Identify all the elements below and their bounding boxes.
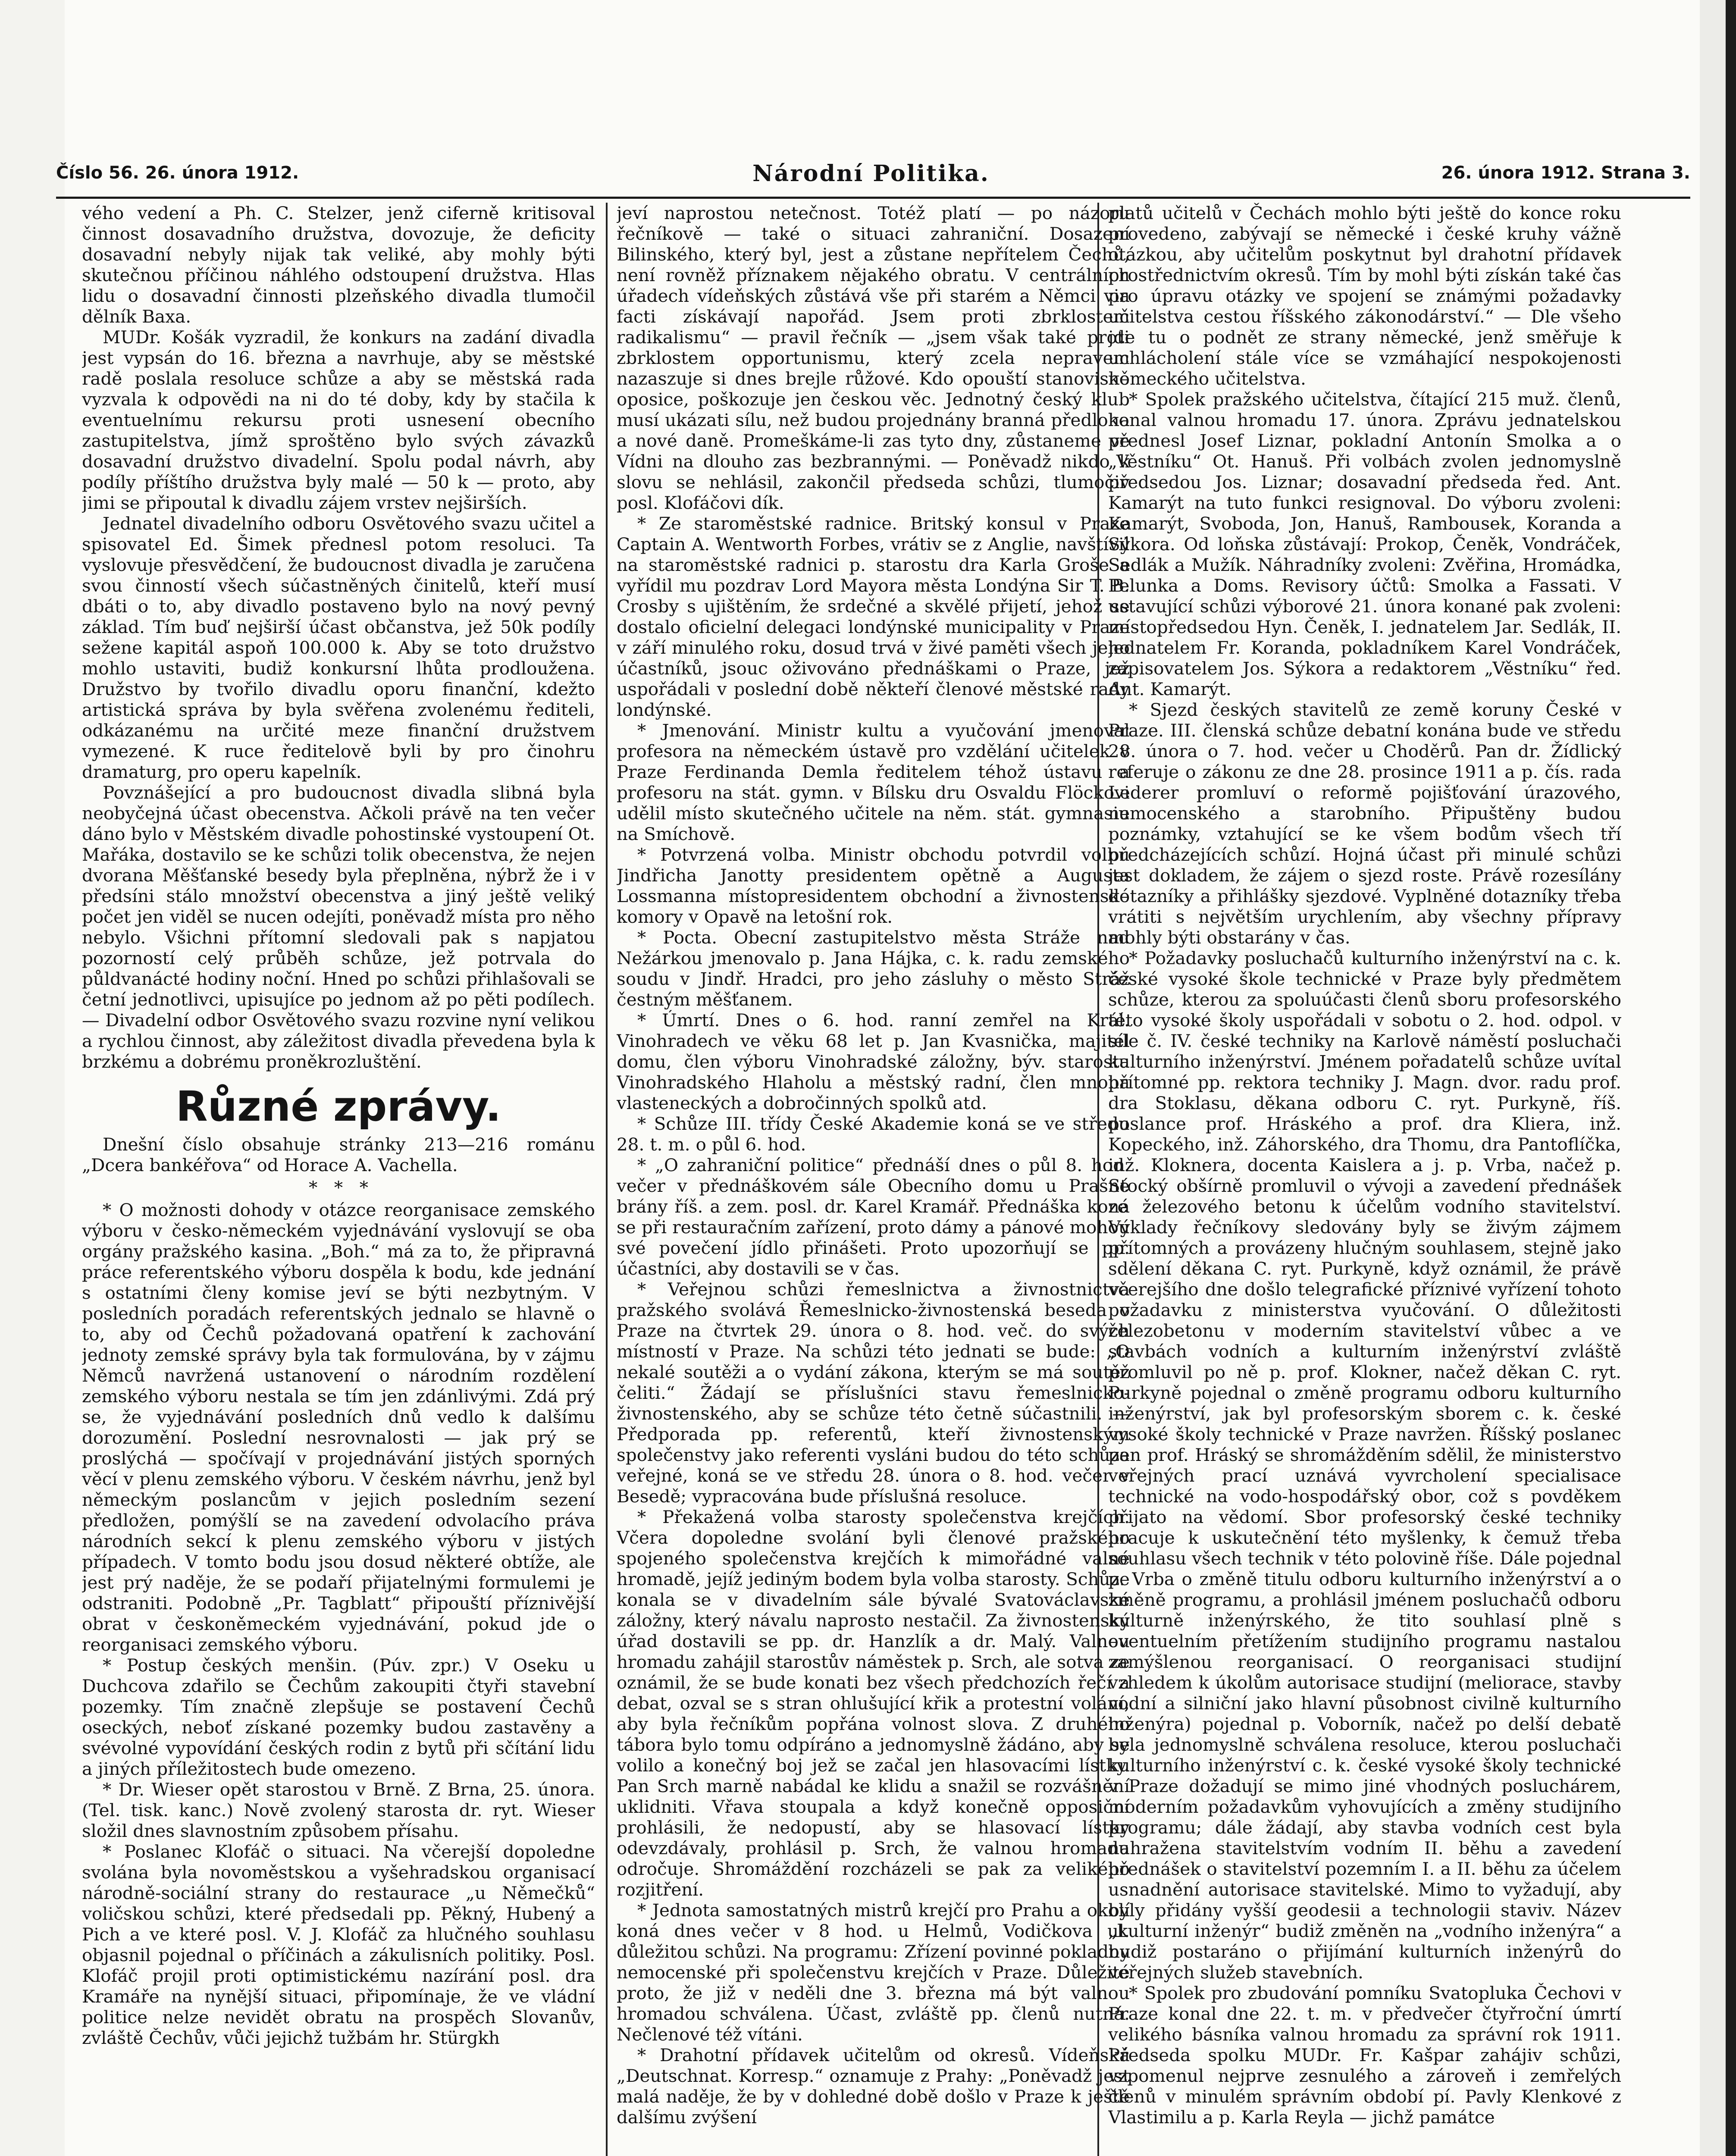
- article-paragraph: vého vedení a Ph. C. Stelzer, jenž ciferně kritisoval činnost dosavadního družstva, dovozuje, že deficity dosavadní nebyly nijak tak veliké, aby mohly býti skutečnou příčinou náhlého odstoupení družstva. Hlas lidu o dosavadní činnosti plzeňského divadla tlumočil dělník Baxa.: [82, 203, 595, 327]
- news-item: * Ze staroměstské radnice. Britský konsul v Praze Captain A. Wentworth Forbes, vrátiv se z Anglie, navštívil na staroměstské radnici p. starostu dra Karla Groše a vyřídil mu pozdrav Lord Mayora města Londýna Sir T. B. Crosby s ujištěním, že srdečné a skvělé přijetí, jehož se dostalo oficielní delegaci londýnské municipality v Praze v září minulého roku, dosud trvá v živé paměti všech jeho účastníků, jsouc oživováno přednáškami o Praze, jež uspořádali v poslední době někteří členové městské rady londýnské.: [617, 513, 1130, 720]
- news-item: * Poslanec Klofáč o situaci. Na včerejší dopoledne svolána byla novoměstskou a vyšehradskou organisací národně-sociální strany do restaurace „u Němečků“ voličskou schůzi, které předsedali pp. Pěkný, Hubený a Pich a ve které posl. V. J. Klofáč za hlučného souhlasu objasnil pojednal o příčinách a zákulisních politiky. Posl. Klofáč projil proti optimistickému nazírání posl. dra Kramáře na nynější situaci, připomínaje, že ve vládní politice nelze nevidět obratu na prospěch Slovanův, zvláště Čechův, vůči jejichž tužbám hr. Stürgkh: [82, 1841, 595, 2048]
- issue-number: Číslo 56. 26. února 1912.: [56, 163, 299, 183]
- newspaper-title: Národní Politika.: [752, 160, 990, 187]
- scan-right-edge: [1726, 0, 1736, 2156]
- column-2: [617, 203, 1130, 2156]
- section-heading: Různé zprávy.: [175, 1082, 501, 1131]
- article-paragraph: Povznášející a pro budoucnost divadla slibná byla neobyčejná účast obecenstva. Ačkoli právě na ten večer dáno bylo v Městském divadle pohostinské vystoupení Ot. Mařáka, dostavilo se ke schůzi tolik obecenstva, že nejen dvorana Měšťanské besedy byla přeplněna, nýbrž že i v předsíni stálo množství obecenstva a jiný ještě veliký počet jen viděl se nucen odejíti, poněvadž místa pro něho nebylo. Všichni přítomní sledovali pak s napjatou pozorností celý průběh schůze, jež potrvala do půldvanácté hodiny noční. Hned po schůzi přihlašovali se četní jednotlivci, upisujíce po jednom až po pěti podílech. — Divadelní odbor Osvětového svazu rozvine nyní velikou a rychlou činnost, aby záležitost divadla převedena byla k brzkému a dobrému proněkrozluštění.: [82, 782, 595, 1072]
- news-item: * Jednota samostatných mistrů krejčí pro Prahu a okolí koná dnes večer v 8 hod. u Helmů, Vodičkova ul. důležitou schůzi. Na programu: Zřízení povinné pokladny nemocenské při společenstvu krejčích v Praze. Důležité proto, že již v neděli dne 3. března má být valnou hromadou schválena. Účast, zvláště pp. členů nutná. Nečlenové též vítáni.: [617, 1900, 1130, 2045]
- article-paragraph: platů učitelů v Čechách mohlo býti ještě do konce roku provedeno, zabývají se německé i české kruhy vážně otázkou, aby učitelům poskytnut byl drahotní přídavek prostřednictvím okresů. Tím by mohl býti získán také čas pro úpravu otázky ve spojení se známými požadavky učitelstva cestou říšského zákonodárství.“ — Dle všeho jde tu o podnět ze strany německé, jenž směřuje k uchlácholení stále více se vzmáhající nespokojenosti německého učitelstva.: [1108, 203, 1621, 389]
- scan-right-margin: [1700, 0, 1726, 2156]
- news-item: * O možnosti dohody v otázce reorganisace zemského výboru v česko-německém vyjednávání vyslovují se oba orgány pražského kasina. „Boh.“ má za to, že připravná práce referentského výboru dospěla k bodu, kde jednání s ostatními členy komise jeví se býti nezbytným. V posledních poradách referentských jednalo se hlavně o to, aby od Čechů požadovaná opatření k zachování jednoty zemské správy byla tak formulována, by v zájmu Němců navržená ustanovení o národním rozdělení zemského výboru nestala se tím jen zdánlivými. Zdá prý se, že vyjednávání posledních dnů vedlo k dalšímu dorozumění. Poslední nesrovnalosti — jak prý se proslýchá — spočívají v projednávání jistých sporných věcí v plenu zemského výboru. V českém návrhu, jenž byl německým poslancům v jejich posledním sezení předložen, pomýšlí se na zavedení odvolacího práva národních sekcí k plenu zemského výboru v jistých případech. V tomto bodu jsou dosud některé obtíže, ale jest prý naděje, že se podaří přijatelnými formulemi je odstraniti. Podobně „Pr. Tagblatt“ připouští příznivější obrat v českoněmeckém vyjednávání, pokud jde o reorganisaci zemského výboru.: [82, 1200, 595, 1655]
- news-item: * Schůze III. třídy České Akademie koná se ve středu 28. t. m. o půl 6. hod.: [617, 1113, 1130, 1155]
- column-1: [82, 203, 595, 2156]
- news-item: * Potvrzená volba. Ministr obchodu potvrdil volbu Jindřicha Janotty presidentem opětně a Augusta Lossmanna místopresidentem obchodní a živnostenské komory v Opavě na letošní rok.: [617, 844, 1130, 927]
- news-item: * Veřejnou schůzi řemeslnictva a živnostnictva pražského svolává Řemeslnicko-živnostenská beseda v Praze na čtvrtek 29. února o 8. hod. več. do svých místností v Praze. Na schůzi této jednati se bude: „O nekalé soutěži a o vydání zákona, kterým se má soutěž čeliti.“ Žádají se příslušníci stavu řemeslnicko-živnostenského, aby se schůze této četně súčastnili. — Předporada pp. referentů, kteří živnostenským společenstvy jako referenti vysláni budou do této schůze veřejné, koná se ve středu 28. února o 8. hod. večer v Besedě; vypracována bude příslušná resoluce.: [617, 1279, 1130, 1507]
- news-item: * Dr. Wieser opět starostou v Brně. Z Brna, 25. února. (Tel. tisk. kanc.) Nově zvolený starosta dr. ryt. Wieser složil dnes slavnostním způsobem přísahu.: [82, 1779, 595, 1841]
- separator-stars: * * *: [309, 1177, 368, 1198]
- news-item: * Překažená volba starosty společenstva krejčích. Včera dopoledne svolání byli členové pražského spojeného společenstva krejčích k mimořádné valné hromadě, jejíž jediným bodem byla volba starosty. Schůze konala se v divadelním sále bývalé Svatováclavské záložny, který návalu naprosto nestačil. Za živnostenský úřad dostavili se pp. dr. Hanzlík a dr. Malý. Valnou hromadu zahájil starostův náměstek p. Srch, ale sotva ze oznámil, že se bude konati bez všech předchozích řečí a debat, ozval se s stran ohlušující křik a protestní volání, aby byla řečníkům popřána volnost slova. Z druhého tábora bylo tomu odpíráno a jednomyslně žádáno, aby se volilo a konečný boj jež se začal jen hlasovacími lístky. Pan Srch marně nabádal ke klidu a snažil se rozvášnění uklidniti. Vřava stoupala a když konečně opposiční prohlásili, že nedopustí, aby se hlasovací lístky odevzdávaly, prohlásil p. Srch, že valnou hromadu odročuje. Shromáždění rozcházeli se pak za velikého rozjitření.: [617, 1507, 1130, 1900]
- news-item: * Drahotní přídavek učitelům od okresů. Vídeňská „Deutschnat. Korresp.“ oznamuje z Prahy: „Poněvadž jest malá naděje, že by v dohledné době došlo v Praze k ještě dalšímu zvýšení: [617, 2045, 1130, 2128]
- news-item: * Pocta. Obecní zastupitelstvo města Stráže nad Nežárkou jmenovalo p. Jana Hájka, c. k. radu zemského soudu v Jindř. Hradci, pro jeho zásluhy o město Stráž čestným měšťanem.: [617, 927, 1130, 1010]
- news-item: * Jmenování. Ministr kultu a vyučování jmenoval profesora na německém ústavě pro vzdělání učitelek v Praze Ferdinanda Demla ředitelem téhož ústavu a profesoru na stát. gymn. v Bílsku dru Osvaldu Flöckovi udělil místo skutečného učitele na něm. stát. gymnasiu na Smíchově.: [617, 720, 1130, 844]
- date-and-page: 26. února 1912. Strana 3.: [1441, 163, 1690, 183]
- news-item: * Požadavky posluchačů kulturního inženýrství na c. k. české vysoké škole technické v Praze byly předmětem schůze, kterou za spoluúčasti členů sboru profesorského této vysoké školy uspořádali v sobotu o 2. hod. odpol. v síle č. IV. české techniky na Karlově náměstí posluchači kulturního inženýrství. Jménem pořadatelů schůze uvítal přítomné pp. rektora techniky J. Magn. dvor. radu prof. dra Stoklasu, děkana odboru C. ryt. Purkyně, říš. poslance prof. Hráského a prof. dra Kliera, inž. Kopeckého, inž. Záhorského, dra Thomu, dra Pantoflíčka, inž. Kloknera, docenta Kaislera a j. p. Vrba, načež p. Stocký obšírně promluvil o vývoji a zavedení přednášek ze železového betonu k účelům vodního stavitelství. Výklady řečníkovy sledovány byly se živým zájmem přítomných a provázeny hlučným souhlasem, stejně jako sdělení děkana C. ryt. Purkyně, když oznámil, že právě včerejšího dne došlo telegrafické příznivé vyřízení tohoto požadavku z ministerstva vyučování. O důležitosti železobetonu v moderním stavitelství vůbec a ve stavbách vodních a kulturním inženýrství zvláště promluvil po ně p. prof. Klokner, načež děkan C. ryt. Purkyně pojednal o změně programu odboru kulturního inženýrství, jak byl profesorským sborem c. k. české vysoké školy technické v Praze navržen. Říšský poslanec pan prof. Hráský se shromážděním sdělil, že ministerstvo veřejných prací uznává vyvrcholení specialisace technické na vodo-hospodářský obor, což s povděkem přijato na vědomí. Sbor profesorský české techniky pracuje k uskutečnění této myšlenky, k čemuž třeba souhlasu všech technik v této polovině říše. Dále pojednal p. Vrba o změně titulu odboru kulturního inženýrství a o změně programu, a prohlásil jménem posluchačů odboru kulturně inženýrského, že tito souhlasí plně s eventuelním přetížením studijního programu nastalou zamýšlenou reorganisací. O reorganisaci studijní vzhledem k úkolům autorisace studijní (meliorace, stavby vodní a silniční jako hlavní působnost civilně kulturního inženýra) pojednal p. Voborník, načež po delší debatě byla jednomyslně schválena resoluce, kterou posluchači kulturního inženýrství c. k. české vysoké školy technické v Praze dožadují se mimo jiné vhodných posluchárem, moderním požadavkům vyhovujících a změny studijního programu; dále žádají, aby stavba vodních cest byla nahražena stavitelstvím vodním II. běhu a zavedení přednášek o stavitelství pozemním I. a II. běhu za účelem usnadnění autorisace stavitelské. Mimo to vyžadují, aby byly přidány vyšší geodesii a technologii staviv. Název „kulturní inženýr“ budiž změněn na „vodního inženýra“ a budiž postaráno o přijímání kulturních inženýrů do veřejných služeb stavebních.: [1108, 948, 1621, 1983]
- column-3: [1108, 203, 1621, 2156]
- article-paragraph: MUDr. Košák vyzradil, že konkurs na zadání divadla jest vypsán do 16. března a navrhuje, aby se městské radě poslala resoluce schůze a aby se městská rada vyzvala k odpovědi na ni do té doby, kdy by stačila k eventuelnímu rekursu proti usnesení obecního zastupitelstva, jímž sproštěno bylo svých závazků dosavadní družstvo divadelní. Spolu podal návrh, aby podíly příštího družstva byly malé — 50 k — proto, aby jimi se připoutal k divadlu zájem vrstev nejširších.: [82, 327, 595, 513]
- column-divider-1: [606, 203, 608, 2156]
- article-paragraph: Jednatel divadelního odboru Osvětového svazu učitel a spisovatel Ed. Šimek přednesl potom resoluci. Ta vyslovuje přesvědčení, že budoucnost divadla je zaručena svou činností všech súčastněných činitelů, kteří musí dbáti o to, aby divadlo postaveno bylo na nový pevný základ. Tím buď nejširší účast občanstva, jež 50k podíly sežene kapitál aspoň 100.000 k. Aby se toto družstvo mohlo ustaviti, budiž konkursní lhůta prodloužena. Družstvo by tvořilo divadlu oporu finanční, kdežto artistická správa by byla svěřena zvolenému řediteli, odkázanému na určité meze finanční družstvem vymezené. K ruce ředitelově byli by pro činohru dramaturg, pro operu kapelník.: [82, 513, 595, 782]
- news-item: * Úmrtí. Dnes o 6. hod. ranní zemřel na Král. Vinohradech ve věku 68 let p. Jan Kvasnička, majitel domu, člen výboru Vinohradské záložny, býv. starosta Vinohradského Hlaholu a městský radní, člen mnoha vlasteneckých a dobročinných spolků atd.: [617, 1010, 1130, 1113]
- scan-left-margin: [0, 0, 65, 2156]
- news-item: * „O zahraniční politice“ přednáší dnes o půl 8. hod. večer v přednáškovém sále Obecního domu u Prašné brány říš. a zem. posl. dr. Karel Kramář. Přednáška koná se při restauračním zařízení, proto dámy a pánové mohou své povečení jídlo přinášeti. Proto upozorňují se pp. účastníci, aby dostavili se v čas.: [617, 1155, 1130, 1279]
- news-item: * Sjezd českých stavitelů ze země koruny České v Praze. III. členská schůze debatní konána bude ve středu 28. února o 7. hod. večer u Choděrů. Pan dr. Žídlický referuje o zákonu ze dne 28. prosince 1911 a p. čís. rada Lederer promluví o reformě pojišťování úrazového, nemocenského a starobního. Připuštěny budou poznámky, vztahující se ke všem bodům všech tří předcházejících schůzí. Hojná účast při minulé schůzi jest dokladem, že zájem o sjezd roste. Právě rozesílány dotazníky a přihlášky sjezdové. Vyplněné dotazníky třeba vrátiti s největším urychlením, aby všechny přípravy mohly býti obstarány v čas.: [1108, 699, 1621, 948]
- article-paragraph: jeví naprostou netečnost. Totéž platí — po názoru řečníkově — také o situaci zahraniční. Dosazení Bilinského, který byl, jest a zůstane nepřítelem Čechů, není rovněž příznakem nějakého obratu. V centrálních úřadech vídeňských zůstává vše při starém a Němci via facti získávají napořád. Jsem proti zbrklostem radikalismu“ — pravil řečník — „jsem však také proti zbrklostem opportunismu, který zcela nepravem nazaszuje si dnes brejle růžové. Kdo opouští stanovisko oposice, poškozuje jen českou věc. Jednotný český klub musí ukázati sílu, než budou projednány branná předloha a nové daně. Promeškáme-li zas tyto dny, zůstaneme ve Vídni na dlouho zas bezbrannými. — Poněvadž nikdo k slovu se nehlásil, zakončil předseda schůzi, tlumočiv posl. Klofáčovi dík.: [617, 203, 1130, 513]
- page-header: [56, 160, 1690, 197]
- news-item: * Spolek pražského učitelstva, čítající 215 muž. členů, konal valnou hromadu 17. února. Zprávu jednatelskou přednesl Josef Liznar, pokladní Antonín Smolka a o „Věstníku“ Ot. Hanuš. Při volbách zvolen jednomyslně předsedou Jos. Liznar; dosavadní předseda řed. Ant. Kamarýt na tuto funkci resignoval. Do výboru zvoleni: Kamarýt, Svoboda, Jon, Hanuš, Rambousek, Koranda a Sýkora. Od loňska zůstávají: Prokop, Čeněk, Vondráček, Sedlák a Mužík. Náhradníky zvoleni: Zvěřina, Hromádka, Pelunka a Doms. Revisory účtů: Smolka a Fassati. V ustavující schůzi výborové 21. února konané pak zvoleni: místopředsedou Hyn. Čeněk, I. jednatelem Jar. Sedlák, II. jednatelem Fr. Koranda, pokladníkem Karel Vondráček, zapisovatelem Jos. Sýkora a redaktorem „Věstníku“ řed. Ant. Kamarýt.: [1108, 389, 1621, 699]
- news-item: * Spolek pro zbudování pomníku Svatopluka Čechovi v Praze konal dne 22. t. m. v předvečer čtyřroční úmrtí velikého básníka valnou hromadu za správní rok 1911. Předseda spolku MUDr. Fr. Kašpar zahájiv schůzi, vzpomenul nejprve zesnulého a zároveň i zemřelých členů v minulém správním období pí. Pavly Klenkové z Vlastimilu a p. Karla Reyla — jichž památce: [1108, 1983, 1621, 2128]
- news-item: * Postup českých menšin. (Púv. zpr.) V Oseku u Duchcova zdařilo se Čechům zakoupiti čtyři stavební pozemky. Tím značně zlepšuje se postavení Čechů oseckých, neboť získané pozemky budou zastavěny a svévolné vypovídání českých rodin z bytů při sčítání lidu a jiných příležitostech bude omezeno.: [82, 1655, 595, 1779]
- article-paragraph: Dnešní číslo obsahuje stránky 213—216 románu „Dcera bankéřova“ od Horace A. Vachella.: [82, 1134, 595, 1175]
- header-rule: [56, 197, 1690, 199]
